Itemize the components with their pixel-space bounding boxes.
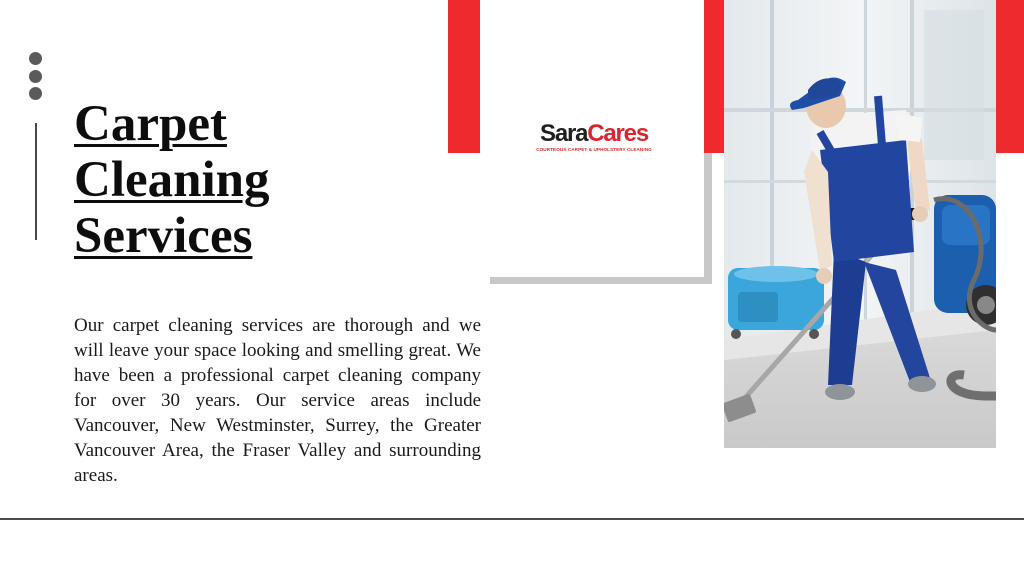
- menu-dot-3: [29, 87, 42, 100]
- menu-dot-2: [29, 70, 42, 83]
- logo-name-part-1: Sara: [540, 120, 588, 147]
- title-line-1: Carpet: [74, 96, 227, 152]
- bottom-divider: [0, 518, 1024, 520]
- logo-wordmark: [524, 122, 664, 146]
- title-line-3: Services: [74, 208, 253, 264]
- carpet-cleaner-worker-photo: [724, 0, 996, 448]
- description-paragraph: Our carpet cleaning services are thorough and we will leave your space looking and smelling great. We have been a professional carpet cleaning company for over 30 years. Our service areas include Vancouver, New Westminster, Surrey, the Greater Vancouver Area, the Fraser Valley and surrounding areas.: [74, 315, 481, 486]
- brand-logo: [524, 122, 664, 153]
- title-line-2: Cleaning: [74, 152, 270, 208]
- logo-tagline: COURTEOUS CARPET & UPHOLSTERY CLEANING: [536, 147, 652, 152]
- vertical-divider: [35, 123, 37, 240]
- logo-name-part-2: Cares: [587, 120, 648, 147]
- page-title: [74, 96, 474, 264]
- menu-dot-1: [29, 52, 42, 65]
- red-accent-bar-right: [996, 0, 1024, 153]
- red-accent-bar-middle: [704, 0, 724, 153]
- red-accent-bar-left: [448, 0, 480, 153]
